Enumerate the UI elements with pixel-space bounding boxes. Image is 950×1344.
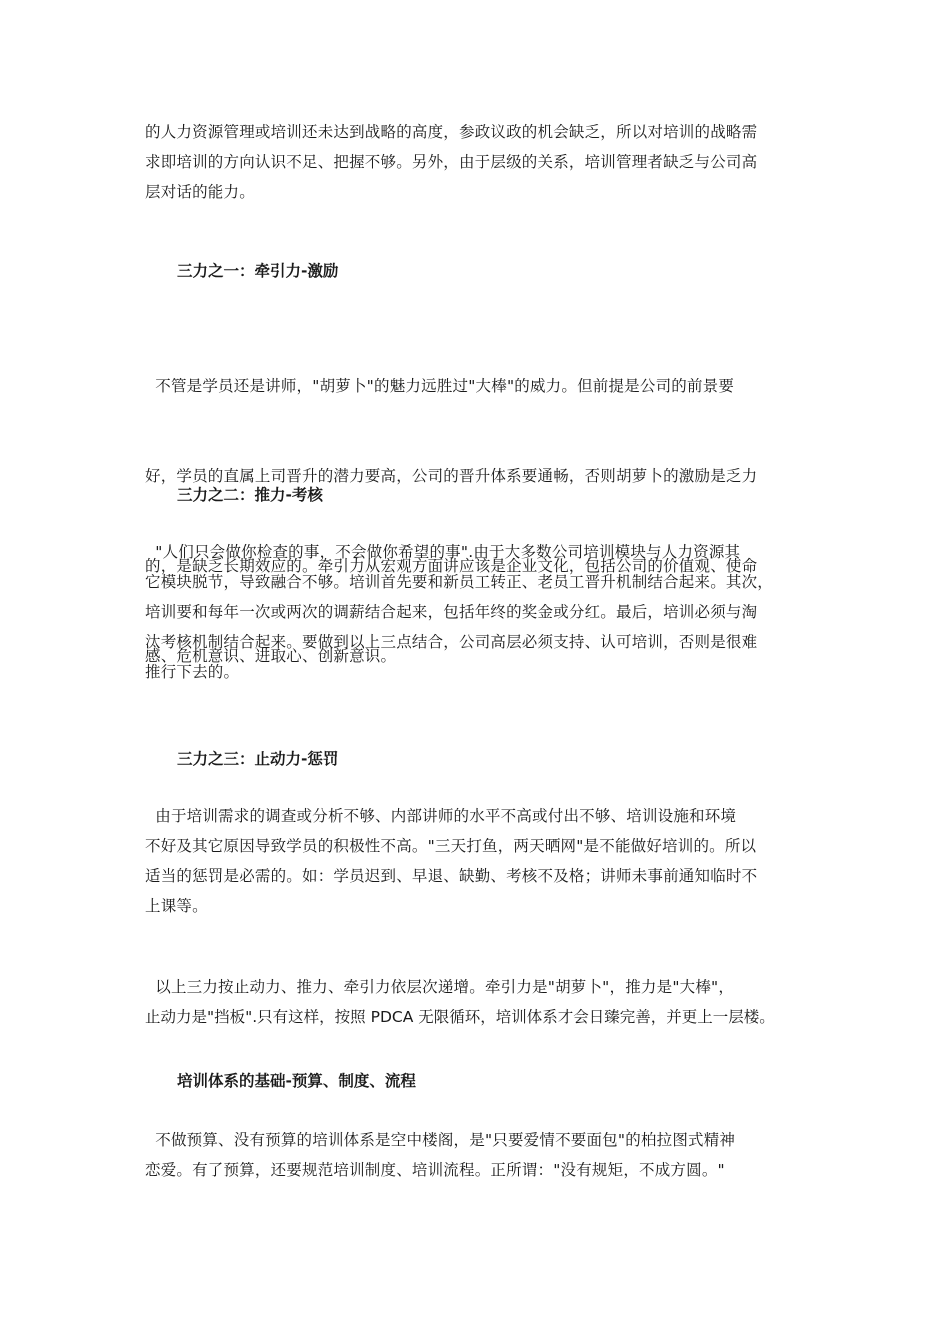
summary-paragraph bbox=[145, 972, 820, 1032]
paragraph-line: 上课等。 bbox=[145, 897, 208, 915]
paragraph-line: 的人力资源管理或培训还未达到战略的高度，参政议政的机会缺乏，所以对培训的战略需 bbox=[145, 123, 758, 141]
paragraph-line: 以上三力按止动力、推力、牵引力依层次递增。牵引力是"胡萝卜"，推力是"大棒"， bbox=[145, 978, 735, 996]
paragraph-line: 感、危机意识、进取心、创新意识。 bbox=[145, 647, 397, 665]
paragraph-line: 适当的惩罚是必需的。如：学员迟到、早退、缺勤、考核不及格；讲师未事前通知临时不 bbox=[145, 867, 758, 885]
section-heading: 三力之一：牵引力-激励 bbox=[177, 262, 339, 280]
paragraph-line: 不管是学员还是讲师，"胡萝卜"的魅力远胜过"大棒"的威力。但前提是公司的前景要 bbox=[145, 377, 735, 395]
paragraph-line: "人们只会做你检查的事，不会做你希望的事".由于大多数公司培训模块与人力资源其 bbox=[145, 543, 741, 561]
section-heading: 三力之三：止动力-惩罚 bbox=[177, 750, 339, 768]
paragraph-line: 层对话的能力。 bbox=[145, 183, 255, 201]
paragraph-line: 汰考核机制结合起来。要做到以上三点结合，公司高层必须支持、认可培训，否则是很难 bbox=[145, 633, 758, 651]
section-heading: 三力之二：推力-考核 bbox=[177, 486, 323, 504]
paragraph-line: 好，学员的直属上司晋升的潜力要高，公司的晋升体系要通畅，否则胡萝卜的激励是乏力 bbox=[145, 467, 758, 485]
paragraph-line: 的，是缺乏长期效应的。牵引力从宏观方面讲应该是企业文化，包括公司的价值观、使命 bbox=[145, 557, 758, 575]
section2-paragraph bbox=[145, 537, 820, 687]
paragraph-line: 止动力是"挡板".只有这样，按照 PDCA 无限循环，培训体系才会日臻完善，并更上一层楼。 bbox=[145, 1008, 775, 1026]
paragraph-line: 培训要和每年一次或两次的调薪结合起来，包括年终的奖金或分红。最后，培训必须与淘 bbox=[145, 603, 758, 621]
paragraph-line: 不做预算、没有预算的培训体系是空中楼阁，是"只要爱情不要面包"的柏拉图式精神 bbox=[145, 1131, 736, 1149]
paragraph-line: 求即培训的方向认识不足、把握不够。另外，由于层级的关系，培训管理者缺乏与公司高 bbox=[145, 153, 758, 171]
section4-paragraph bbox=[145, 1125, 820, 1185]
paragraph-line: 恋爱。有了预算，还要规范培训制度、培训流程。正所谓："没有规矩，不成方圆。" bbox=[145, 1161, 725, 1179]
paragraph-line: 它模块脱节，导致融合不够。培训首先要和新员工转正、老员工晋升机制结合起来。其次， bbox=[145, 573, 774, 591]
intro-paragraph bbox=[145, 117, 820, 207]
section3-paragraph bbox=[145, 801, 820, 921]
paragraph-line: 推行下去的。 bbox=[145, 663, 240, 681]
paragraph-line: 由于培训需求的调查或分析不够、内部讲师的水平不高或付出不够、培训设施和环境 bbox=[145, 807, 737, 825]
paragraph-line: 不好及其它原因导致学员的积极性不高。"三天打鱼，两天晒网"是不能做好培训的。所以 bbox=[145, 837, 757, 855]
section-heading: 培训体系的基础-预算、制度、流程 bbox=[177, 1072, 416, 1090]
